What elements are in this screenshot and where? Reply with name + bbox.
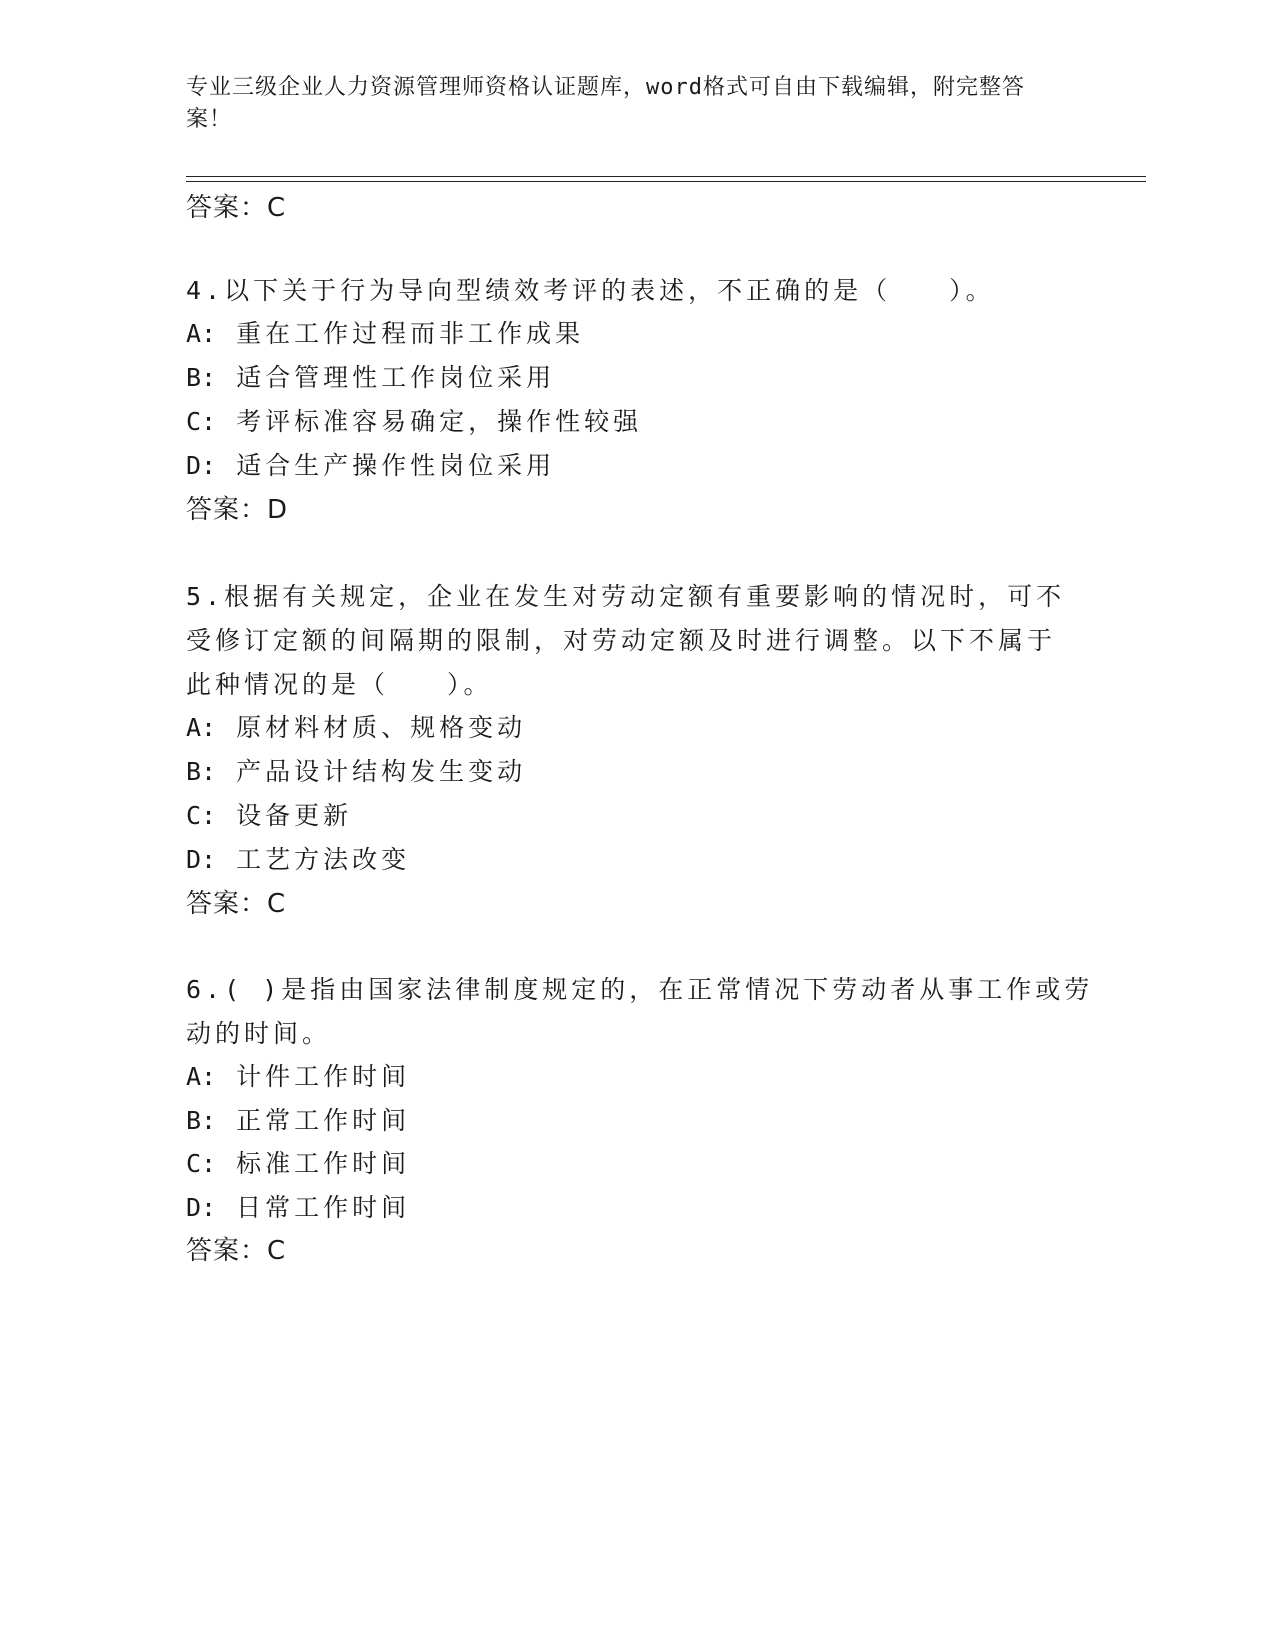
option-text: 工艺方法改变 xyxy=(236,845,411,874)
question-6-option-d xyxy=(186,1193,410,1223)
option-text: 设备更新 xyxy=(236,801,353,830)
question-6-option-c xyxy=(186,1149,410,1179)
option-text: 考评标准容易确定，操作性较强 xyxy=(236,407,643,436)
option-letter: A: xyxy=(186,319,217,348)
question-5-stem-line-3: 此种情况的是（ ）。 xyxy=(186,670,493,699)
option-letter: D: xyxy=(186,1193,217,1222)
option-letter: C: xyxy=(186,407,217,436)
option-letter: B: xyxy=(186,363,217,392)
option-text: 计件工作时间 xyxy=(236,1062,411,1091)
question-5-answer: 答案：C xyxy=(186,889,287,919)
question-6-stem-line-1: 6.( )是指由国家法律制度规定的，在正常情况下劳动者从事工作或劳 xyxy=(186,975,1094,1004)
question-4-option-d xyxy=(186,451,555,481)
header-divider-top xyxy=(186,176,1146,177)
header-divider-bottom xyxy=(186,181,1146,182)
option-text: 适合管理性工作岗位采用 xyxy=(236,363,556,392)
option-text: 适合生产操作性岗位采用 xyxy=(236,451,556,480)
option-letter: B: xyxy=(186,1106,217,1135)
option-letter: C: xyxy=(186,1149,217,1178)
option-text: 日常工作时间 xyxy=(236,1193,411,1222)
question-5-option-a xyxy=(186,713,526,743)
option-text: 标准工作时间 xyxy=(236,1149,411,1178)
question-5-stem-line-2: 受修订定额的间隔期的限制，对劳动定额及时进行调整。以下不属于 xyxy=(186,626,1057,655)
option-letter: B: xyxy=(186,757,217,786)
question-4-option-a xyxy=(186,319,584,349)
option-text: 正常工作时间 xyxy=(236,1106,411,1135)
option-letter: C: xyxy=(186,801,217,830)
question-6-stem-line-2: 动的时间。 xyxy=(186,1019,332,1048)
option-text: 原材料材质、规格变动 xyxy=(236,713,527,742)
question-5-stem-line-1: 5.根据有关规定，企业在发生对劳动定额有重要影响的情况时，可不 xyxy=(186,582,1066,611)
question-6-answer: 答案：C xyxy=(186,1236,287,1266)
question-4-answer: 答案：D xyxy=(186,495,289,525)
question-6-option-a xyxy=(186,1062,410,1092)
question-5-option-c xyxy=(186,801,352,831)
option-letter: A: xyxy=(186,713,217,742)
question-4-option-c xyxy=(186,407,642,437)
question-4-stem: 4.以下关于行为导向型绩效考评的表述，不正确的是（ ）。 xyxy=(186,276,995,305)
question-6-option-b xyxy=(186,1106,410,1136)
answer-previous: 答案：C xyxy=(186,193,287,223)
document-header: 专业三级企业人力资源管理师资格认证题库，word格式可自由下载编辑，附完整答案！ xyxy=(186,75,1025,132)
question-5-option-d xyxy=(186,845,410,875)
option-letter: D: xyxy=(186,451,217,480)
option-letter: A: xyxy=(186,1062,217,1091)
option-letter: D: xyxy=(186,845,217,874)
option-text: 产品设计结构发生变动 xyxy=(236,757,527,786)
question-5-option-b xyxy=(186,757,526,787)
question-4-option-b xyxy=(186,363,555,393)
option-text: 重在工作过程而非工作成果 xyxy=(236,319,585,348)
